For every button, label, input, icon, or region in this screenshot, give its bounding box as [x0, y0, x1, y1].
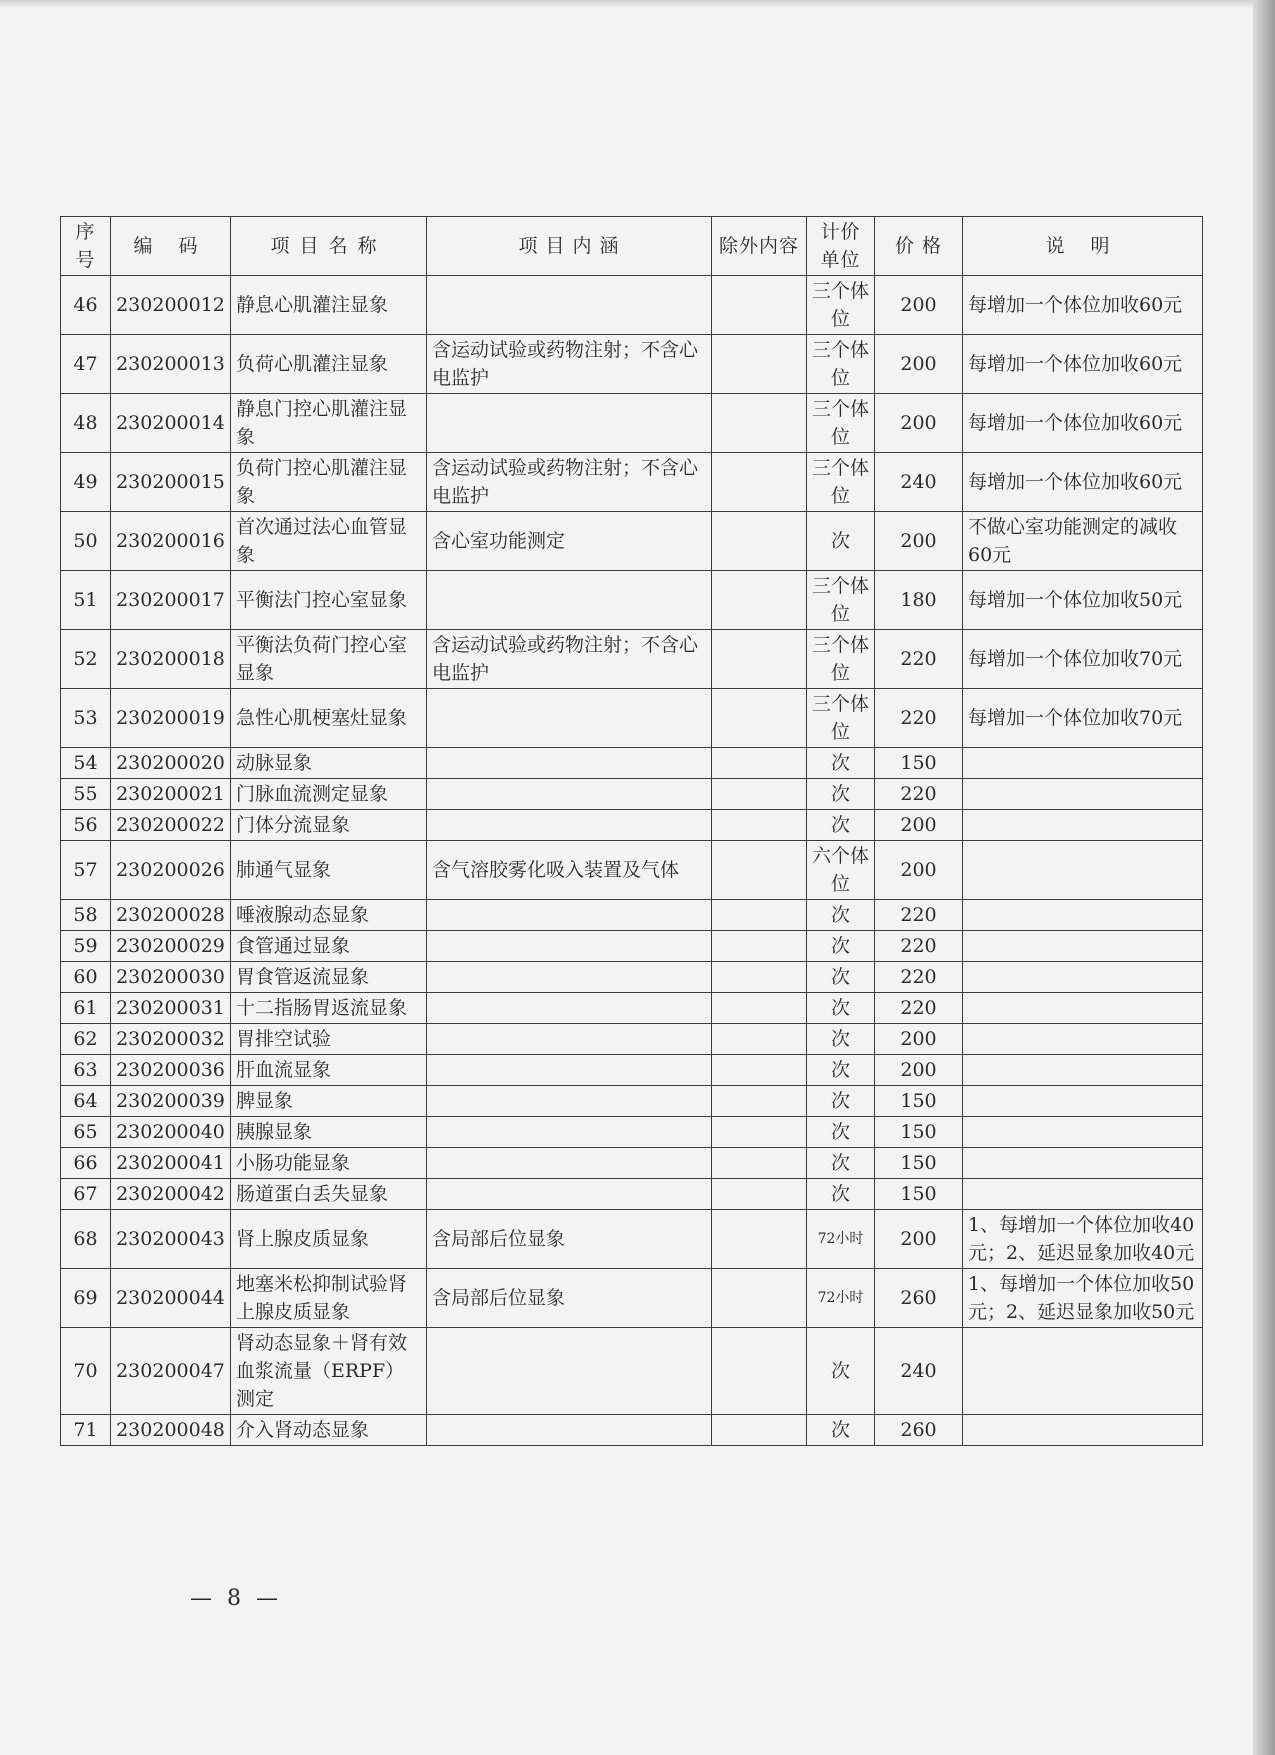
- row-note: [963, 931, 1203, 962]
- row-price: 200: [875, 276, 963, 335]
- row-unit: 次: [807, 1024, 875, 1055]
- row-note: [963, 1117, 1203, 1148]
- row-name: 胃食管返流显象: [231, 962, 427, 993]
- row-index: 58: [61, 900, 111, 931]
- row-content: [427, 571, 712, 630]
- table-row: [61, 1117, 1203, 1148]
- row-unit: 次: [807, 1179, 875, 1210]
- row-content: [427, 1148, 712, 1179]
- table-header-row: [61, 217, 1203, 276]
- row-name: 肾动态显象＋肾有效血浆流量（ERPF）测定: [231, 1328, 427, 1415]
- row-content: [427, 779, 712, 810]
- row-price: 220: [875, 900, 963, 931]
- row-content: [427, 931, 712, 962]
- row-note: [963, 1328, 1203, 1415]
- row-note: 不做心室功能测定的减收60元: [963, 512, 1203, 571]
- row-exclude: [712, 1117, 807, 1148]
- table-row: [61, 1055, 1203, 1086]
- header-note: 说 明: [963, 217, 1203, 276]
- row-unit: 72小时: [807, 1269, 875, 1328]
- row-unit: 三个体位: [807, 394, 875, 453]
- row-content: [427, 810, 712, 841]
- row-code: 230200040: [111, 1117, 231, 1148]
- row-unit: 次: [807, 900, 875, 931]
- row-unit: 次: [807, 962, 875, 993]
- header-index: 序号: [61, 217, 111, 276]
- table-row: [61, 512, 1203, 571]
- row-content: 含局部后位显象: [427, 1269, 712, 1328]
- row-exclude: [712, 1055, 807, 1086]
- table-body: [61, 276, 1203, 1446]
- row-index: 70: [61, 1328, 111, 1415]
- row-index: 63: [61, 1055, 111, 1086]
- row-name: 平衡法门控心室显象: [231, 571, 427, 630]
- row-code: 230200042: [111, 1179, 231, 1210]
- row-note: 每增加一个体位加收70元: [963, 630, 1203, 689]
- row-index: 60: [61, 962, 111, 993]
- row-name: 肺通气显象: [231, 841, 427, 900]
- row-price: 200: [875, 810, 963, 841]
- row-content: [427, 1328, 712, 1415]
- row-content: [427, 1086, 712, 1117]
- row-code: 230200017: [111, 571, 231, 630]
- row-content: 含运动试验或药物注射；不含心电监护: [427, 453, 712, 512]
- table-row: [61, 571, 1203, 630]
- row-price: 150: [875, 1179, 963, 1210]
- row-index: 56: [61, 810, 111, 841]
- row-price: 200: [875, 1024, 963, 1055]
- row-content: [427, 962, 712, 993]
- row-name: 平衡法负荷门控心室显象: [231, 630, 427, 689]
- row-exclude: [712, 1148, 807, 1179]
- table-row: [61, 276, 1203, 335]
- row-price: 200: [875, 512, 963, 571]
- table-row: [61, 1210, 1203, 1269]
- row-unit: 次: [807, 1328, 875, 1415]
- row-exclude: [712, 779, 807, 810]
- row-price: 200: [875, 394, 963, 453]
- row-note: 每增加一个体位加收60元: [963, 335, 1203, 394]
- row-unit: 三个体位: [807, 630, 875, 689]
- row-price: 180: [875, 571, 963, 630]
- row-unit: 三个体位: [807, 453, 875, 512]
- row-content: [427, 1055, 712, 1086]
- row-code: 230200039: [111, 1086, 231, 1117]
- table-row: [61, 394, 1203, 453]
- row-name: 静息心肌灌注显象: [231, 276, 427, 335]
- row-content: [427, 276, 712, 335]
- row-code: 230200026: [111, 841, 231, 900]
- row-note: [963, 962, 1203, 993]
- row-note: 每增加一个体位加收50元: [963, 571, 1203, 630]
- row-index: 50: [61, 512, 111, 571]
- row-content: 含心室功能测定: [427, 512, 712, 571]
- row-name: 介入肾动态显象: [231, 1415, 427, 1446]
- table-row: [61, 1328, 1203, 1415]
- row-code: 230200041: [111, 1148, 231, 1179]
- page-number: — 8 —: [190, 1586, 282, 1611]
- row-code: 230200028: [111, 900, 231, 931]
- row-content: [427, 1024, 712, 1055]
- row-exclude: [712, 931, 807, 962]
- row-name: 唾液腺动态显象: [231, 900, 427, 931]
- row-note: [963, 1024, 1203, 1055]
- row-note: 1、每增加一个体位加收40元；2、延迟显象加收40元: [963, 1210, 1203, 1269]
- table-row: [61, 1086, 1203, 1117]
- row-unit: 次: [807, 993, 875, 1024]
- row-index: 68: [61, 1210, 111, 1269]
- header-content: 项 目 内 涵: [427, 217, 712, 276]
- row-code: 230200036: [111, 1055, 231, 1086]
- row-code: 230200032: [111, 1024, 231, 1055]
- table-row: [61, 810, 1203, 841]
- row-index: 48: [61, 394, 111, 453]
- row-note: 1、每增加一个体位加收50元；2、延迟显象加收50元: [963, 1269, 1203, 1328]
- row-content: [427, 689, 712, 748]
- row-note: [963, 1148, 1203, 1179]
- row-index: 54: [61, 748, 111, 779]
- row-exclude: [712, 1024, 807, 1055]
- header-name: 项目名称: [231, 217, 427, 276]
- row-code: 230200047: [111, 1328, 231, 1415]
- row-note: [963, 1179, 1203, 1210]
- row-code: 230200016: [111, 512, 231, 571]
- row-name: 十二指肠胃返流显象: [231, 993, 427, 1024]
- row-name: 静息门控心肌灌注显象: [231, 394, 427, 453]
- row-name: 食管通过显象: [231, 931, 427, 962]
- row-code: 230200043: [111, 1210, 231, 1269]
- row-exclude: [712, 748, 807, 779]
- table-row: [61, 1269, 1203, 1328]
- row-note: [963, 993, 1203, 1024]
- row-index: 47: [61, 335, 111, 394]
- page-top-shadow: [0, 0, 1275, 8]
- row-unit: 次: [807, 1148, 875, 1179]
- row-index: 46: [61, 276, 111, 335]
- row-exclude: [712, 841, 807, 900]
- table-row: [61, 1024, 1203, 1055]
- table-row: [61, 689, 1203, 748]
- row-price: 220: [875, 779, 963, 810]
- row-content: [427, 394, 712, 453]
- row-note: [963, 748, 1203, 779]
- row-price: 200: [875, 1055, 963, 1086]
- row-unit: 72小时: [807, 1210, 875, 1269]
- row-name: 胃排空试验: [231, 1024, 427, 1055]
- row-content: [427, 1117, 712, 1148]
- row-unit: 次: [807, 512, 875, 571]
- row-note: 每增加一个体位加收70元: [963, 689, 1203, 748]
- row-price: 220: [875, 630, 963, 689]
- row-index: 62: [61, 1024, 111, 1055]
- page-right-edge: [1253, 0, 1275, 1755]
- row-code: 230200030: [111, 962, 231, 993]
- row-note: [963, 1086, 1203, 1117]
- row-exclude: [712, 993, 807, 1024]
- row-unit: 次: [807, 931, 875, 962]
- row-code: 230200015: [111, 453, 231, 512]
- row-unit: 三个体位: [807, 571, 875, 630]
- row-index: 67: [61, 1179, 111, 1210]
- row-name: 肾上腺皮质显象: [231, 1210, 427, 1269]
- row-index: 65: [61, 1117, 111, 1148]
- row-content: [427, 993, 712, 1024]
- row-unit: 三个体位: [807, 335, 875, 394]
- row-unit: 三个体位: [807, 689, 875, 748]
- row-price: 200: [875, 335, 963, 394]
- row-index: 55: [61, 779, 111, 810]
- header-unit: 计价单位: [807, 217, 875, 276]
- row-code: 230200031: [111, 993, 231, 1024]
- row-note: 每增加一个体位加收60元: [963, 276, 1203, 335]
- row-unit: 次: [807, 748, 875, 779]
- row-price: 150: [875, 1117, 963, 1148]
- table-row: [61, 962, 1203, 993]
- row-index: 59: [61, 931, 111, 962]
- row-code: 230200029: [111, 931, 231, 962]
- row-name: 小肠功能显象: [231, 1148, 427, 1179]
- table-row: [61, 335, 1203, 394]
- row-name: 地塞米松抑制试验肾上腺皮质显象: [231, 1269, 427, 1328]
- row-note: [963, 1055, 1203, 1086]
- row-price: 220: [875, 962, 963, 993]
- table-row: [61, 779, 1203, 810]
- row-code: 230200019: [111, 689, 231, 748]
- row-price: 260: [875, 1415, 963, 1446]
- row-name: 急性心肌梗塞灶显象: [231, 689, 427, 748]
- row-index: 69: [61, 1269, 111, 1328]
- table-row: [61, 931, 1203, 962]
- row-exclude: [712, 1086, 807, 1117]
- row-name: 肠道蛋白丢失显象: [231, 1179, 427, 1210]
- row-content: 含运动试验或药物注射；不含心电监护: [427, 630, 712, 689]
- row-index: 71: [61, 1415, 111, 1446]
- row-note: [963, 900, 1203, 931]
- row-content: [427, 1179, 712, 1210]
- row-exclude: [712, 512, 807, 571]
- row-exclude: [712, 900, 807, 931]
- row-exclude: [712, 394, 807, 453]
- row-code: 230200021: [111, 779, 231, 810]
- row-unit: 六个体位: [807, 841, 875, 900]
- row-exclude: [712, 1210, 807, 1269]
- row-code: 230200020: [111, 748, 231, 779]
- row-exclude: [712, 1269, 807, 1328]
- table-row: [61, 993, 1203, 1024]
- row-price: 200: [875, 1210, 963, 1269]
- row-unit: 次: [807, 1055, 875, 1086]
- row-name: 负荷门控心肌灌注显象: [231, 453, 427, 512]
- row-price: 220: [875, 993, 963, 1024]
- row-content: [427, 900, 712, 931]
- row-price: 200: [875, 841, 963, 900]
- row-note: [963, 1415, 1203, 1446]
- row-exclude: [712, 1328, 807, 1415]
- row-unit: 次: [807, 779, 875, 810]
- row-index: 57: [61, 841, 111, 900]
- row-exclude: [712, 962, 807, 993]
- table-row: [61, 841, 1203, 900]
- table-row: [61, 900, 1203, 931]
- table-row: [61, 453, 1203, 512]
- row-price: 260: [875, 1269, 963, 1328]
- header-exclude: 除外内容: [712, 217, 807, 276]
- row-note: [963, 810, 1203, 841]
- row-content: 含局部后位显象: [427, 1210, 712, 1269]
- header-price: 价 格: [875, 217, 963, 276]
- row-price: 150: [875, 1086, 963, 1117]
- row-code: 230200013: [111, 335, 231, 394]
- row-name: 首次通过法心血管显象: [231, 512, 427, 571]
- price-table: [60, 216, 1203, 1446]
- row-exclude: [712, 1415, 807, 1446]
- row-index: 64: [61, 1086, 111, 1117]
- row-index: 66: [61, 1148, 111, 1179]
- table-row: [61, 1415, 1203, 1446]
- row-content: [427, 1415, 712, 1446]
- row-price: 150: [875, 1148, 963, 1179]
- row-exclude: [712, 689, 807, 748]
- row-index: 61: [61, 993, 111, 1024]
- header-code: 编 码: [111, 217, 231, 276]
- row-exclude: [712, 335, 807, 394]
- row-name: 肝血流显象: [231, 1055, 427, 1086]
- row-index: 49: [61, 453, 111, 512]
- row-exclude: [712, 630, 807, 689]
- table-row: [61, 1179, 1203, 1210]
- row-price: 220: [875, 689, 963, 748]
- row-unit: 次: [807, 1086, 875, 1117]
- row-content: [427, 748, 712, 779]
- row-unit: 次: [807, 1117, 875, 1148]
- row-code: 230200014: [111, 394, 231, 453]
- row-content: 含气溶胶雾化吸入装置及气体: [427, 841, 712, 900]
- row-code: 230200044: [111, 1269, 231, 1328]
- row-name: 胰腺显象: [231, 1117, 427, 1148]
- row-name: 脾显象: [231, 1086, 427, 1117]
- table-row: [61, 748, 1203, 779]
- row-code: 230200018: [111, 630, 231, 689]
- row-name: 动脉显象: [231, 748, 427, 779]
- row-unit: 次: [807, 1415, 875, 1446]
- row-price: 220: [875, 931, 963, 962]
- row-price: 240: [875, 1328, 963, 1415]
- table-row: [61, 1148, 1203, 1179]
- row-code: 230200022: [111, 810, 231, 841]
- row-index: 52: [61, 630, 111, 689]
- row-index: 53: [61, 689, 111, 748]
- row-note: [963, 779, 1203, 810]
- row-note: [963, 841, 1203, 900]
- row-name: 门脉血流测定显象: [231, 779, 427, 810]
- row-code: 230200012: [111, 276, 231, 335]
- row-exclude: [712, 571, 807, 630]
- row-name: 负荷心肌灌注显象: [231, 335, 427, 394]
- row-exclude: [712, 276, 807, 335]
- row-unit: 次: [807, 810, 875, 841]
- row-note: 每增加一个体位加收60元: [963, 394, 1203, 453]
- row-index: 51: [61, 571, 111, 630]
- row-unit: 三个体位: [807, 276, 875, 335]
- row-name: 门体分流显象: [231, 810, 427, 841]
- row-content: 含运动试验或药物注射；不含心电监护: [427, 335, 712, 394]
- row-exclude: [712, 810, 807, 841]
- table-row: [61, 630, 1203, 689]
- row-exclude: [712, 1179, 807, 1210]
- row-price: 150: [875, 748, 963, 779]
- row-exclude: [712, 453, 807, 512]
- row-price: 240: [875, 453, 963, 512]
- row-code: 230200048: [111, 1415, 231, 1446]
- row-note: 每增加一个体位加收60元: [963, 453, 1203, 512]
